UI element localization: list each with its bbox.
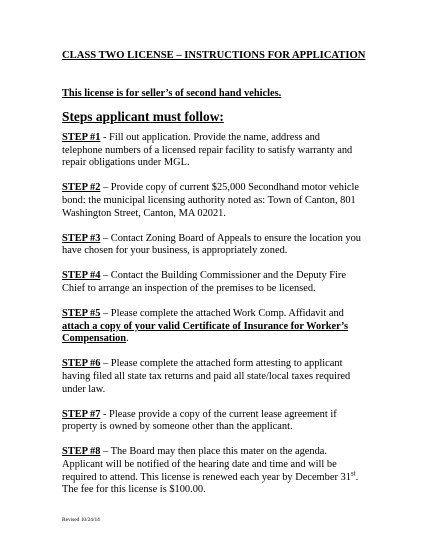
step-label: STEP #8	[62, 446, 101, 458]
step-3	[62, 233, 362, 258]
step-5	[62, 308, 362, 346]
step-label: STEP #5	[62, 308, 101, 320]
step-7	[62, 409, 362, 434]
step-8	[62, 446, 362, 496]
step-label: STEP #3	[62, 232, 101, 244]
step-text: - Fill out application. Provide the name, address and telephone numbers of a licensed repair facility to satisfy warranty and repair obligations under MGL.	[62, 132, 353, 169]
step-text: – Please complete the attached Work Comp. Affidavit and	[100, 308, 344, 320]
step-6	[62, 358, 362, 396]
step-label: STEP #6	[62, 358, 101, 370]
step-text: - Please provide a copy of the current lease agreement if property is owned by someone other than the applicant.	[62, 408, 337, 433]
step-text: – Contact the Building Commissioner and the Deputy Fire Chief to arrange an inspection of the premises to be licensed.	[62, 270, 347, 295]
step-text: – Provide copy of current $25,000 Secondhand motor vehicle bond: the municipal licensing authority noted as: Town of Canton, 801 Washington Street, Canton, MA 02021.	[62, 182, 359, 219]
step-end: .	[126, 333, 129, 345]
document-title: CLASS TWO LICENSE – INSTRUCTIONS FOR APPLICATION	[62, 50, 366, 61]
step-1	[62, 132, 362, 170]
step-label: STEP #1	[62, 132, 101, 144]
step-label: STEP #7	[62, 408, 101, 420]
step-text: – Please complete the attached form attesting to applicant having filed all state tax returns and paid all state/local taxes required under law.	[62, 358, 351, 395]
document-subtitle: This license is for seller’s of second hand vehicles.	[62, 87, 282, 99]
step-label: STEP #4	[62, 270, 101, 282]
revision-date: Revised 10/24/14	[62, 516, 100, 523]
step-text: – Contact Zoning Board of Appeals to ensure the location you have chosen for your business, is appropriately zoned.	[62, 232, 361, 257]
ordinal-suffix: st	[350, 469, 356, 478]
step-label: STEP #2	[62, 182, 101, 194]
step-4	[62, 270, 362, 295]
step-end: . The fee for this license is $100.00.	[62, 471, 359, 496]
step-text: – The Board may then place this mater on the agenda. Applicant will be notified of the hearing date and time and will be required to attend. This license is renewed each year by December 31	[62, 446, 351, 483]
steps-heading: Steps applicant must follow:	[62, 109, 224, 125]
document-page	[62, 50, 366, 524]
step-emphasis: attach a copy of your valid Certificate of Insurance for Worker’s Compensation	[62, 320, 349, 345]
step-2	[62, 182, 362, 220]
